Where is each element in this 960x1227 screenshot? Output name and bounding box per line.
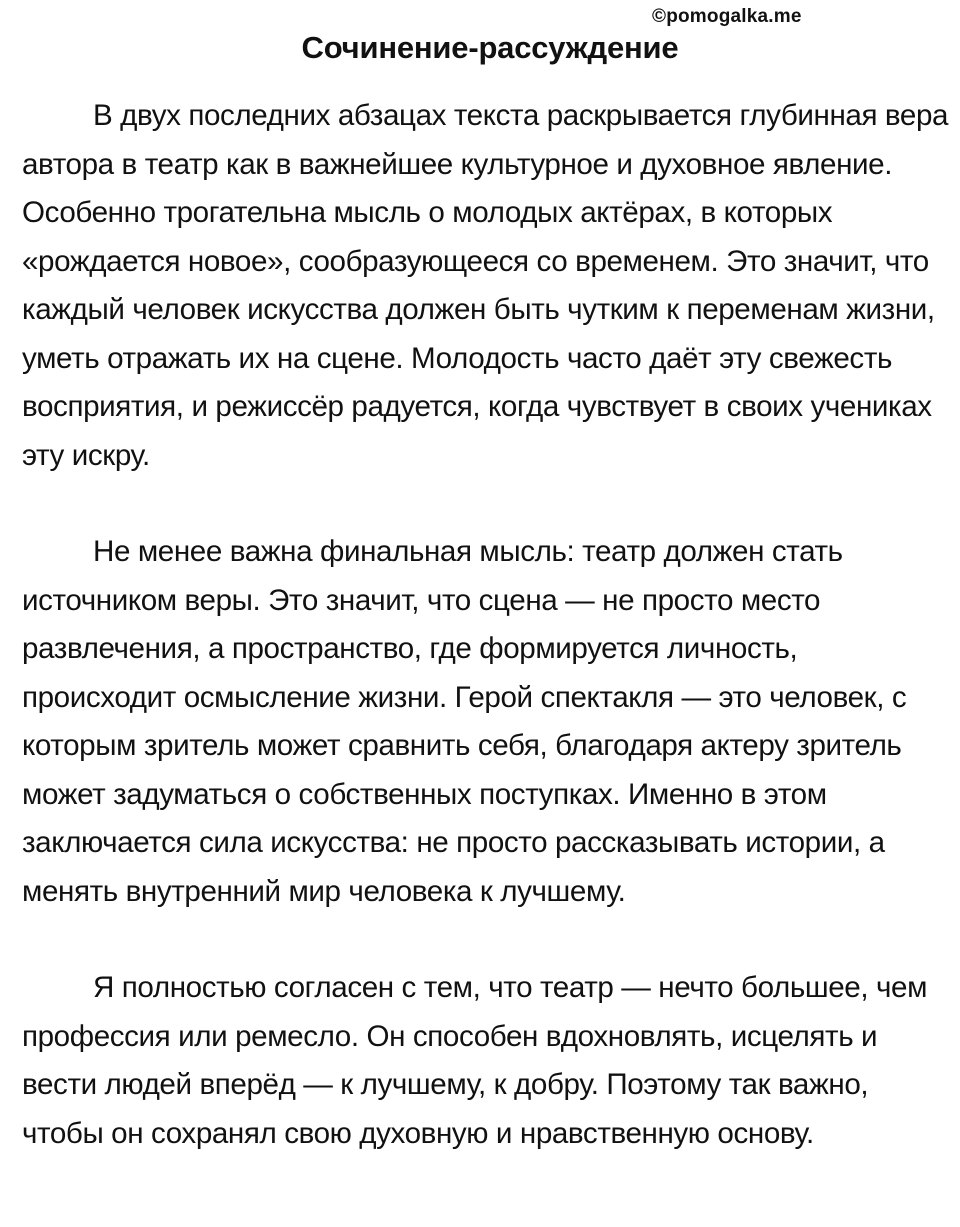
paragraph-2: Не менее важна финальная мысль: театр должен стать источником веры. Это значит, что сцена — не просто место развлечения, а пространство, где формируется личность, происходит осмысление жизни. Герой спектакля — это человек, с которым зритель может сравнить себя, благодаря актеру зритель может задуматься о собственных поступках. Именно в этом заключается сила искусства: не просто рассказывать истории, а менять внутренний мир человека к лучшему. bbox=[22, 535, 907, 908]
paragraph-1: В двух последних абзацах текста раскрывается глубинная вера автора в театр как в важнейшее культурное и духовное явление. Особенно трогательна мысль о молодых актёрах, в которых «рождается новое», сообразующееся со временем. Это значит, что каждый человек искусства должен быть чутким к переменам жизни, уметь отражать их на сцене. Молодость часто даёт эту свежесть восприятия, и режиссёр радуется, когда чувствует в своих учениках эту искру. bbox=[22, 99, 949, 472]
paragraph-3: Я полностью согласен с тем, что театр — нечто большее, чем профессия или ремесло. Он способен вдохновлять, исцелять и вести людей вперёд — к лучшему, к добру. Поэтому так важно, чтобы он сохранял свою духовную и нравственную основу. bbox=[22, 971, 928, 1150]
essay-body bbox=[22, 92, 952, 1158]
watermark: ©pomogalka.me bbox=[652, 6, 802, 27]
page-title: Сочинение-рассуждение bbox=[301, 30, 679, 65]
